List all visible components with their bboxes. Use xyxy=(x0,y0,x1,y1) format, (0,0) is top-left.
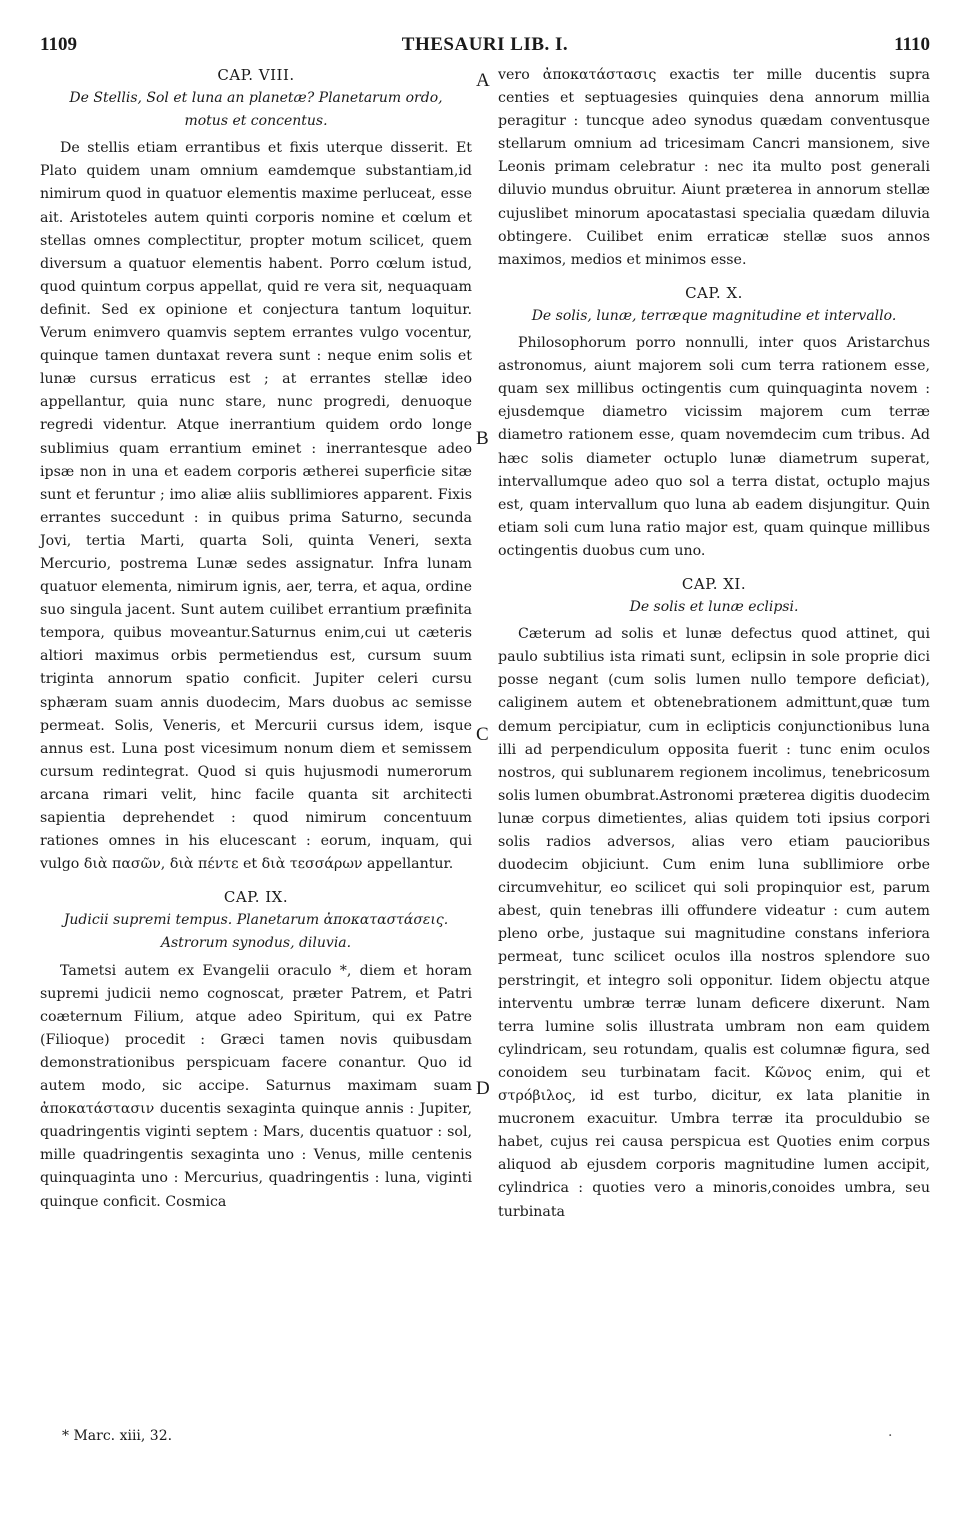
margin-letter-d: D xyxy=(476,1078,490,1099)
chapter-text-11: Cæterum ad solis et lunæ defectus quod attinet, qui paulo subtilius ista rimati sunt, eclipsin in sole proprie dici posse negant (cum solis lumen nullo tempore deficiat), caliginem autem et obtenebrationem admittunt,quæ tum demum percipiatur, cum in eclipticis conjunctionibus luna illi ad perpendiculum opposita fuerit : tunc enim oculos nostros, qui sublunarem regionem incolimus, tenebricosum solis lumen obumbrat.Astronomi præterea digitis duodecim lunæ corpus dimetientes, alias quidem toti ipsius corpori solis radios adversos, alias vero etiam paucioribus duodecim objiciunt. Cum enim luna subllimiore orbe circumvehitur, eo scilicet qui soli propinquior est, parum abest, quin tenebras illi offundere videatur : cum autem pleno orbe, justaque sui magnitudine constans inferiora permeat, tunc scilicet oculos illa nostros splendore suo perstringit, et integro soli opponitur. Iidem objectu atque interventu umbræ terræ lunam deficere dixerunt. Nam terra lumine solis illustrata umbram non eam quidem cylindricam, seu rotundam, qualis est columnæ figura, sed conoidem seu turbinatam facit. Κῶνος enim, qui et στρόβιλος, id est turbo, dicitur, ex lata planitie in mucronem exacuitur. Umbra terræ ita proculdubio se habet, cujus rei causa perspicua est Quoties enim corpus aliquod ab ejusdem corporis magnitudine lumen accipit, cylindrica : quoties vero a minoris,conoides umbra, seu turbinata xyxy=(498,626,930,1220)
running-header xyxy=(40,34,930,60)
chapter-heading-9: CAP. IX. xyxy=(223,888,289,907)
margin-letter-a: A xyxy=(476,70,490,91)
left-column xyxy=(40,64,472,1214)
chapter-subtitle-8: De Stellis, Sol et luna an planetæ? Planetarum ordo, motus et concentus. xyxy=(69,90,443,130)
right-column xyxy=(498,64,930,1224)
page-number-right: 1110 xyxy=(894,34,930,55)
chapter-text-8: De stellis etiam errantibus et fixis uterque disserit. Et Plato quidem unam omnium eamdemque substantiam,id nimirum quod in quatuor elementis maxime perluceat, esse ait. Aristoteles autem quinti corporis nomine et cœlum et stellas omnes complectitur, propter motum scilicet, quem diversum a quatuor elementis habent. Porro cœlum istud, quod quintum corpus appellat, quid re vera sit, nequaquam definit. Sed ex opinione et conjectura tantum loquitur. Verum enimvero quamvis septem errantes vulgo vocentur, quinque tamen duntaxat revera sunt : neque enim solis et lunæ cursus erraticus est ; at errantes stellæ ideo appellantur, quia nunc stare, nunc progredi, denuoque regredi videntur. Atque inerrantium quidem ordo longe sublimius quam errantium eminet : inerrantesque adeo ipsæ non in una et eadem corporis ætherei superficie sitæ sunt et feruntur ; imo aliæ aliis subllimiores apparent. Fixis errantes succedunt : in quibus prima Saturno, secunda Jovi, tertia Marti, quarta Soli, quinta Veneri, sexta Mercurio, postrema Lunæ sedes assignatur. Infra lunam quatuor elementa, nimirum ignis, aer, terra, et aqua, ordine suo singula jacent. Sunt autem cuilibet errantium præfinita tempora, quibus moveantur.Saturnus enim,cui ut cæteris altiori maximus orbis permetiendus est, cursum suum triginta annorum spatio conficit. Jupiter celeri cursu sphæram suam annis duodecim, Mars duobus ac semisse permeat. Solis, Veneris, et Mercurii cursus idem, isque annus est. Luna post vicesimum nonum diem et semissem cursum redintegrat. Quod si quis hujusmodi numerorum arcana rimari velit, hinc facile quanta sit architecti sapientia deprehendet : quod nimirum concentuum rationes omnes in his elucescant : eorum, inquam, qui vulgo διὰ πασῶν, διὰ πέντε et διὰ τεσσάρων appellantur. xyxy=(40,140,472,873)
chapter-subtitle-11: De solis et lunæ eclipsi. xyxy=(629,599,799,616)
chapter-heading-10: CAP. X. xyxy=(685,283,743,302)
running-title: THESAURI LIB. I. xyxy=(401,34,569,55)
page-speck: · xyxy=(888,1428,893,1444)
margin-letter-c: C xyxy=(476,724,489,745)
chapter-text-9: Tametsi autem ex Evangelii oraculo *, diem et horam supremi judicii nemo cognoscat, præter Patrem, et Patri coæternum Filium, atque adeo Spiritum, qui ex Patre (Filioque) procedit : Græci tamen novis quibusdam demonstrationibus perspicuam facere conantur. Quo id autem modo, sic accipe. Saturnus maximam suam ἀποκατάστασιν ducentis sexaginta quinque annis : Jupiter, quadringentis viginti septem : Mars, ducentis quatuor : sol, mille quadringentis sexaginta uno : Venus, mille centenis quinquaginta uno : Mercurius, quadringentis : luna, viginti quinque conficit. Cosmica xyxy=(40,962,472,1210)
chapter-heading-8: CAP. VIII. xyxy=(217,66,295,84)
margin-letter-b: B xyxy=(476,428,489,449)
chapter-heading-11: CAP. XI. xyxy=(681,574,747,593)
footnote: * Marc. xiii, 32. xyxy=(62,1428,173,1444)
chapter-text-10: Philosophorum porro nonnulli, inter quos Aristarchus astronomus, aiunt majorem soli cum terra rationem esse, quam sex millibus octingentis cum quinquaginta novem : ejusdemque diametro vicissim majorem cum terræ diametro rationem esse, quam novemdecim cum tribus. Ad hæc solis diameter octuplo lunæ diametrum superat, intervallumque adeo quo sol a terra distat, octuplo majus est, quam intervallum quo luna ab eadem disjungitur. Quin etiam soli cum luna ratio major est, quam quinque millibus octingentis duobus cum uno. xyxy=(498,335,930,559)
chapter-subtitle-9: Judicii supremi tempus. Planetarum ἀποκαταστάσεις. Astrorum synodus, diluvia. xyxy=(63,912,449,952)
page-number-left: 1109 xyxy=(40,34,77,55)
chapter-subtitle-10: De solis, lunæ, terræque magnitudine et intervallo. xyxy=(531,307,897,324)
continuation-text: vero ἀποκατάστασις exactis ter mille ducentis supra centies et septuagesies quinquies dena annorum millia peragitur : tuncque adeo synodus quædam conventusque stellarum omnium ad tricesimam Cancri mansionem, sive Leonis primam celebratur : nec ita multo post generali diluvio mundus obruitur. Aiunt præterea in annorum stellæ cujuslibet minorum apocatastasi specialia quædam diluvia obtingere. Cuilibet enim erraticæ stellæ suos annos maximos, medios et minimos esse. xyxy=(498,67,930,268)
